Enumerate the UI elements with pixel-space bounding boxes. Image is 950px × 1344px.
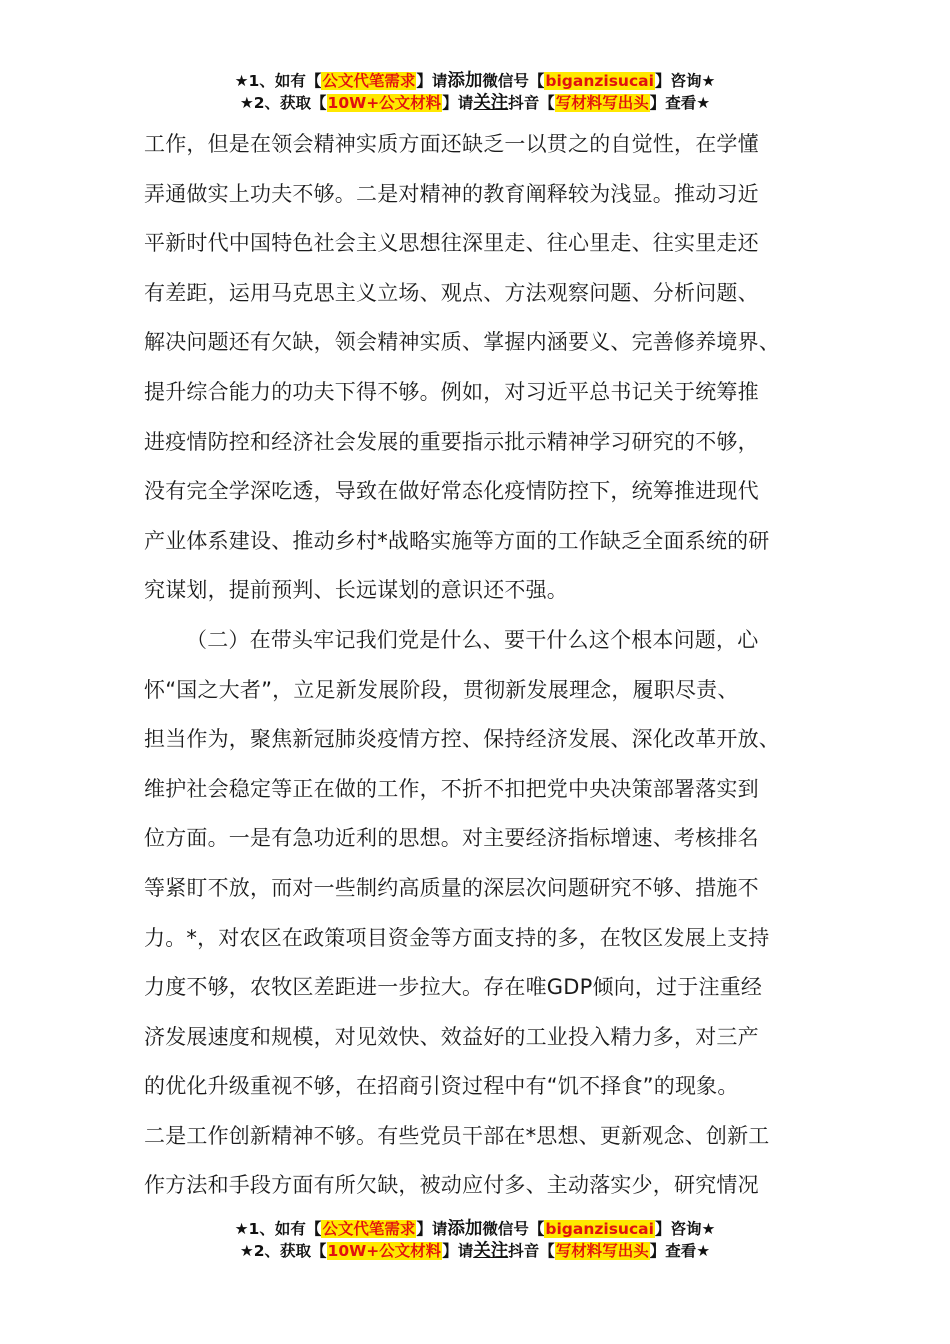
text-line: 平新时代中国特色社会主义思想往深里走、往心里走、往实里走还	[144, 231, 759, 256]
text-line: 解决问题还有欠缺，领会精神实质、掌握内涵要义、完善修养境界、	[144, 330, 780, 355]
text-line: （二）在带头牢记我们党是什么、要干什么这个根本问题，心	[186, 627, 759, 652]
text-line: 力。*，对农区在政策项目资金等方面支持的多，在牧区发展上支持	[144, 925, 770, 950]
text-line: 有差距，运用马克思主义立场、观点、方法观察问题、分析问题、	[144, 280, 759, 305]
banner-highlight: 写材料写出头	[555, 1242, 649, 1260]
banner-text: 抖音【	[508, 94, 555, 112]
text-line: 等紧盯不放，而对一些制约高质量的深层次问题研究不够、措施不	[144, 875, 759, 900]
text-line: 究谋划，提前预判、长远谋划的意识还不强。	[144, 578, 568, 603]
banner-text: 抖音【	[508, 1242, 555, 1260]
banner-text: 微信号【	[482, 72, 545, 90]
text-line: 提升综合能力的功夫下得不够。例如，对习近平总书记关于统筹推	[144, 379, 759, 404]
text-line: 济发展速度和规模，对见效快、效益好的工业投入精力多，对三产	[144, 1024, 759, 1049]
banner-highlight: biganzisucai	[545, 72, 654, 90]
banner-text: ★2、获取【	[239, 94, 327, 112]
banner-highlight: biganzisucai	[545, 1220, 654, 1238]
banner-text: ★1、如有【	[234, 1220, 322, 1238]
text-line: 的优化升级重视不够，在招商引资过程中有“饥不择食”的现象。	[144, 1074, 739, 1099]
banner-text: 】查看★	[649, 1242, 711, 1260]
banner-highlight: 公文代笔需求	[322, 1220, 416, 1238]
banner-text: 】请	[442, 94, 474, 112]
banner-text: 】请	[416, 1220, 448, 1238]
footer-banner	[0, 1218, 950, 1262]
banner-emphasis: 关注	[473, 1241, 509, 1261]
text-line: 怀“国之大者”，立足新发展阶段，贯彻新发展理念，履职尽责、	[144, 677, 739, 702]
banner-line-1	[0, 70, 950, 92]
text-line: 担当作为，聚焦新冠肺炎疫情方控、保持经济发展、深化改革开放、	[144, 727, 780, 752]
banner-emphasis: 关注	[473, 93, 509, 113]
text-line: 进疫情防控和经济社会发展的重要指示批示精神学习研究的不够，	[144, 429, 759, 454]
text-line: 没有完全学深吃透，导致在做好常态化疫情防控下，统筹推进现代	[144, 479, 759, 504]
banner-text: 微信号【	[482, 1220, 545, 1238]
banner-text: 】查看★	[649, 94, 711, 112]
banner-highlight: 写材料写出头	[555, 94, 649, 112]
banner-text: ★1、如有【	[234, 72, 322, 90]
text-line: 弄通做实上功夫不够。二是对精神的教育阐释较为浅显。推动习近	[144, 181, 759, 206]
text-line: 位方面。一是有急功近利的思想。对主要经济指标增速、考核排名	[144, 826, 759, 851]
banner-line-2	[0, 92, 950, 114]
banner-highlight: 10W+公文材料	[327, 1242, 442, 1260]
banner-line-2	[0, 1240, 950, 1262]
text-line: 产业体系建设、推动乡村*战略实施等方面的工作缺乏全面系统的研	[144, 528, 770, 553]
banner-text: 】请	[442, 1242, 474, 1260]
text-line: 作方法和手段方面有所欠缺，被动应付多、主动落实少，研究情况	[144, 1173, 759, 1198]
text-line: 工作，但是在领会精神实质方面还缺乏一以贯之的自觉性，在学懂	[144, 132, 759, 156]
banner-highlight: 10W+公文材料	[327, 94, 442, 112]
banner-text: 】咨询★	[654, 1220, 716, 1238]
header-banner	[0, 70, 950, 114]
banner-emphasis: 添加	[447, 1219, 483, 1239]
banner-highlight: 公文代笔需求	[322, 72, 416, 90]
banner-text: 】请	[416, 72, 448, 90]
document-body	[144, 120, 806, 1211]
banner-text: ★2、获取【	[239, 1242, 327, 1260]
text-line: 力度不够，农牧区差距进一步拉大。存在唯GDP倾向，过于注重经	[144, 975, 763, 1000]
banner-text: 】咨询★	[654, 72, 716, 90]
banner-emphasis: 添加	[447, 71, 483, 91]
text-line: 维护社会稳定等正在做的工作，不折不扣把党中央决策部署落实到	[144, 776, 759, 801]
text-line: 二是工作创新精神不够。有些党员干部在*思想、更新观念、创新工	[144, 1123, 770, 1148]
banner-line-1	[0, 1218, 950, 1240]
